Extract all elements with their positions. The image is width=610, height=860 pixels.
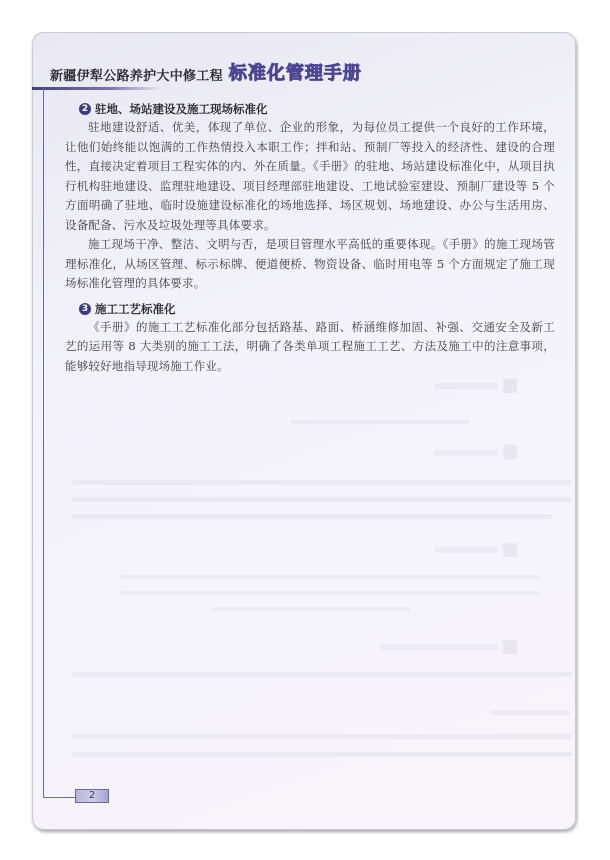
running-subtitle: 标准化管理手册 [228, 63, 362, 84]
paragraph: 驻地建设舒适、优美，体现了单位、企业的形象，为每位员工提供一个良好的工作环境，让他们始终能以饱满的工作热情投入本职工作；拌和站、预制厂等投入的经济性、建设的合理性，直接决定着项目工程实体的内、外在质量。《手册》的驻地、场站建设标准化中，从项目执行机构驻地建设、监理驻地建设、项目经理部驻地建设、工地试验室建设、预制厂建设等 5 个方面明确了驻地、临时设施建设标准化的场地选择、场区规划、场地建设、办公与生活用房、设备配备、污水及垃圾处理等具体要求。 [65, 120, 555, 232]
running-title: 新疆伊犁公路养护大中修工程 [50, 69, 223, 84]
header-rule [32, 87, 162, 90]
section-camp-site-standardization [65, 100, 555, 294]
footer-connector-rule [43, 797, 75, 798]
paragraph: 《手册》的施工工艺标准化部分包括路基、路面、桥涵维修加固、补强、交通安全及新工艺的运用等 8 大类别的施工工法，明确了各类单项工程施工工艺、方法及施工中的注意事项，能够较好地指导现场施工作业。 [65, 319, 555, 373]
left-margin-rule [43, 88, 44, 798]
section-heading [79, 300, 555, 318]
paragraph: 施工现场干净、整洁、文明与否，是项目管理水平高低的重要体现。《手册》的施工现场管理标准化，从场区管理、标示标牌、便道便桥、物资设备、临时用电等 5 个方面规定了施工现场标准化管理的具体要求。 [65, 237, 555, 290]
section-title: 驻地、场站建设及施工现场标准化 [95, 102, 268, 116]
number-badge-icon: 2 [79, 103, 91, 115]
section-title: 施工工艺标准化 [95, 301, 176, 316]
running-header [50, 60, 362, 84]
content-area [65, 100, 555, 376]
section-construction-process-standardization [65, 300, 555, 377]
section-heading [79, 100, 555, 118]
page-number: 2 [75, 789, 109, 803]
number-badge-icon: 3 [79, 303, 91, 315]
